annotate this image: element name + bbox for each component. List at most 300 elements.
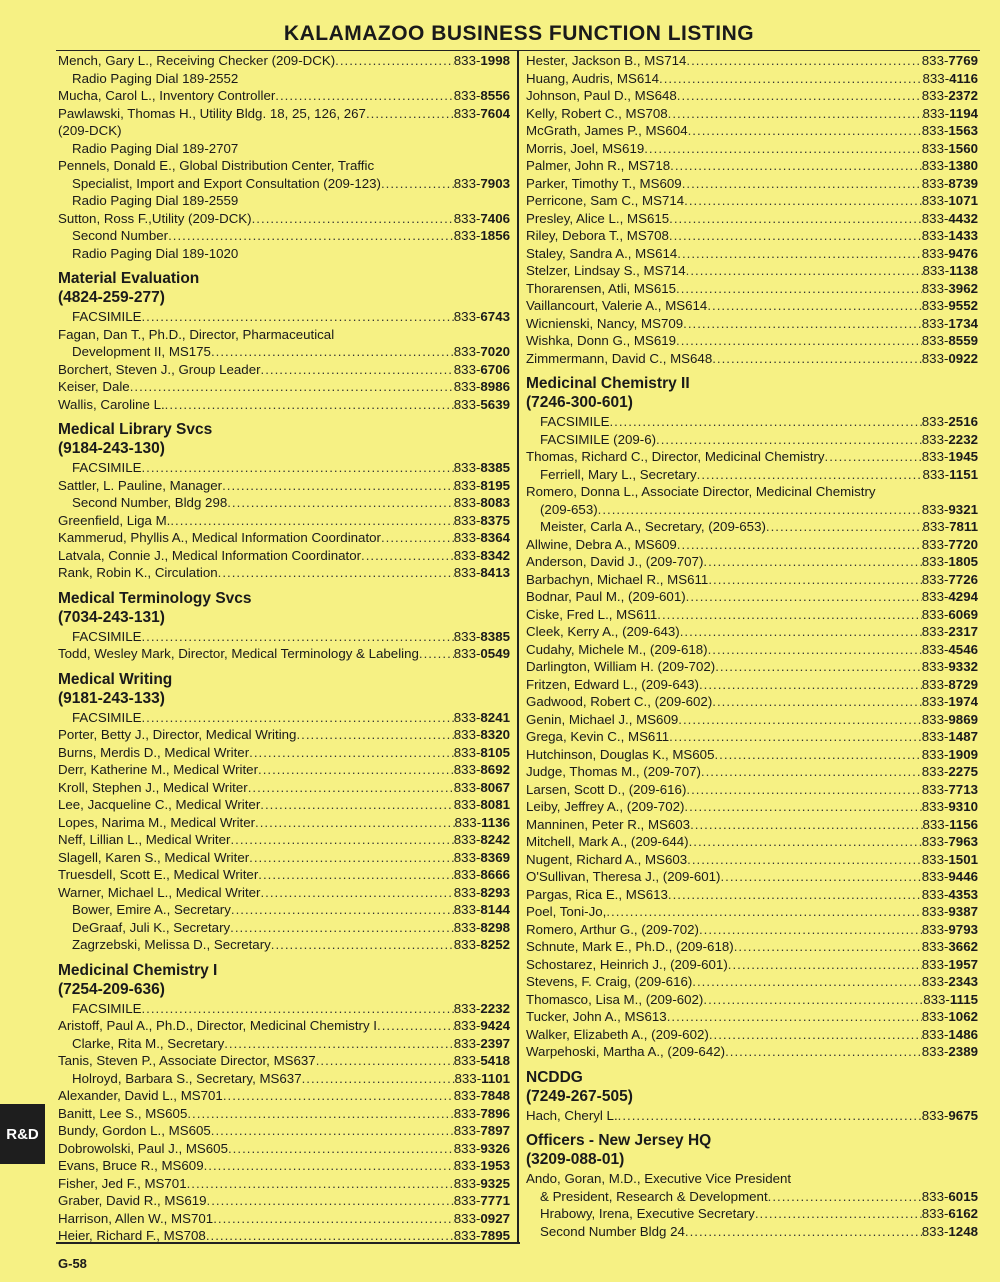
phone-number <box>454 726 510 744</box>
phone-prefix: 833- <box>453 1158 481 1173</box>
phone-number <box>922 297 978 315</box>
phone-extension: 7720 <box>948 536 978 552</box>
phone-number <box>922 1107 978 1125</box>
phone-prefix: 833- <box>453 1193 481 1208</box>
dot-leader <box>701 763 922 781</box>
dot-leader <box>703 553 921 571</box>
phone-prefix: 833- <box>921 764 949 779</box>
phone-number <box>454 52 510 70</box>
phone-extension: 4353 <box>948 886 978 902</box>
dot-leader <box>260 796 454 814</box>
listing-entry <box>526 711 978 729</box>
section-code: (4824-259-277) <box>58 289 165 306</box>
listing-entry <box>58 1122 510 1140</box>
phone-number <box>922 315 978 333</box>
phone-number <box>922 1043 978 1061</box>
listing-entry <box>58 1140 510 1158</box>
phone-extension: 1501 <box>948 851 978 867</box>
phone-number <box>454 494 510 512</box>
phone-number <box>454 227 510 245</box>
entry-name: Gadwood, Robert C., (209-602) <box>526 694 713 709</box>
dot-leader <box>141 709 453 727</box>
listing-entry <box>526 886 978 904</box>
listing-entry <box>526 938 978 956</box>
listing-entry <box>526 192 978 210</box>
entry-name: Zimmermann, David C., MS648 <box>526 350 713 366</box>
phone-prefix: 833- <box>921 228 949 243</box>
phone-number <box>454 1140 510 1158</box>
listing-entry <box>526 536 978 554</box>
phone-extension: 1115 <box>949 991 978 1007</box>
phone-number <box>454 1087 510 1105</box>
listing-entry <box>526 1223 978 1241</box>
phone-prefix: 833- <box>454 1070 482 1086</box>
phone-prefix: 833- <box>922 816 950 832</box>
entry-name: Genin, Michael J., MS609 <box>526 711 679 727</box>
phone-extension: 7604 <box>480 105 510 121</box>
phone-prefix: 833- <box>921 974 949 989</box>
phone-number <box>922 210 978 228</box>
entry-name: Cudahy, Michele M., (209-618) <box>526 641 708 657</box>
phone-number <box>922 87 978 105</box>
section-title: NCDDG <box>526 1068 583 1086</box>
listing-entry <box>526 245 978 263</box>
phone-prefix: 833- <box>921 175 949 191</box>
entry-name: Meister, Carla A., Secretary, (209-653) <box>540 519 766 534</box>
entry-name: Second Number, Bldg 298 <box>72 495 228 510</box>
entry-name: Schostarez, Heinrich J., (209-601) <box>526 956 728 972</box>
listing-entry <box>58 547 510 565</box>
dot-leader <box>141 308 453 326</box>
phone-prefix: 833- <box>921 851 949 867</box>
dot-leader <box>204 1157 454 1175</box>
listing-entry <box>526 1205 978 1223</box>
phone-extension: 8986 <box>480 379 510 394</box>
dot-leader <box>656 431 922 449</box>
phone-prefix: 833- <box>453 628 481 644</box>
phone-prefix: 833- <box>453 709 481 725</box>
phone-extension: 6015 <box>948 1188 978 1204</box>
phone-number <box>454 1105 510 1123</box>
phone-extension: 6162 <box>948 1206 978 1221</box>
phone-number <box>922 571 978 589</box>
phone-prefix: 833- <box>454 814 482 830</box>
phone-number <box>454 744 510 762</box>
phone-number <box>922 781 978 799</box>
section-code: (7034-243-131) <box>58 608 165 626</box>
phone-number <box>923 70 978 88</box>
right-column <box>526 52 978 1240</box>
entry-name: Ciske, Fred L., MS611 <box>526 606 658 622</box>
page-title: KALAMAZOO BUSINESS FUNCTION LISTING <box>283 22 755 45</box>
phone-extension: 8692 <box>480 762 510 777</box>
entry-name: FACSIMILE <box>540 414 610 429</box>
phone-prefix: 833- <box>921 571 949 587</box>
listing-entry <box>526 763 978 781</box>
phone-prefix: 833- <box>453 175 481 191</box>
section-title: Medical Library Svcs <box>58 421 213 438</box>
phone-number <box>922 886 978 904</box>
phone-extension: 8252 <box>480 937 510 952</box>
phone-extension: 1909 <box>948 746 978 762</box>
dot-leader <box>218 564 454 582</box>
phone-number <box>454 459 510 477</box>
section-code: (7249-267-505) <box>526 1087 633 1105</box>
phone-extension: 2317 <box>948 624 978 639</box>
phone-prefix: 833- <box>921 956 949 972</box>
phone-prefix: 833- <box>453 727 481 742</box>
entry-name: Warner, Michael L., Medical Writer <box>58 884 261 900</box>
listing-text-line: Radio Paging Dial 189-2559 <box>72 193 239 208</box>
section-title: Medicinal Chemistry II <box>526 375 690 392</box>
phone-prefix: 833- <box>921 904 949 919</box>
phone-number <box>454 761 510 779</box>
phone-extension: 0922 <box>948 350 978 366</box>
listing-entry <box>58 884 510 902</box>
entry-name: Anderson, David J., (209-707) <box>526 554 704 569</box>
dot-leader <box>697 466 923 484</box>
phone-number <box>454 361 510 379</box>
phone-number <box>455 1070 510 1088</box>
dot-leader <box>206 1227 454 1245</box>
entry-name: Bundy, Gordon L., MS605 <box>58 1123 211 1138</box>
entry-name: Palmer, John R., MS718 <box>526 158 671 173</box>
entry-name: Johnson, Paul D., MS648 <box>526 88 677 103</box>
phone-number <box>922 245 978 263</box>
phone-number <box>454 1035 510 1053</box>
phone-prefix: 833- <box>453 547 481 563</box>
phone-number <box>454 378 510 396</box>
listing-text-line: Radio Paging Dial 189-2707 <box>72 140 239 156</box>
phone-extension: 9476 <box>948 245 978 261</box>
phone-extension: 8144 <box>480 902 510 917</box>
entry-name: Huang, Audris, MS614 <box>526 70 660 86</box>
phone-number <box>454 564 510 582</box>
dot-leader <box>684 192 922 210</box>
entry-name: Fritzen, Edward L., (209-643) <box>526 676 699 692</box>
listing-entry <box>58 396 510 414</box>
entry-name: Vaillancourt, Valerie A., MS614 <box>526 298 708 313</box>
phone-extension: 7896 <box>480 1105 510 1121</box>
dot-leader <box>230 919 454 937</box>
dot-leader <box>228 1140 454 1158</box>
entry-name: Second Number Bldg 24 <box>540 1223 685 1239</box>
phone-extension: 0927 <box>480 1210 510 1226</box>
entry-name: Heier, Richard F., MS708 <box>58 1228 206 1243</box>
phone-extension: 1194 <box>949 105 978 121</box>
phone-extension: 1957 <box>948 956 978 972</box>
phone-extension: 8556 <box>480 88 510 103</box>
entry-name: Thomas, Richard C., Director, Medicinal Chemistry <box>526 449 825 464</box>
phone-prefix: 833- <box>921 333 949 348</box>
entry-name: Keiser, Dale <box>58 379 130 394</box>
dot-leader <box>165 396 454 414</box>
phone-extension: 7713 <box>948 781 978 797</box>
dot-leader <box>687 851 922 869</box>
entry-name: Cleek, Kerry A., (209-643) <box>526 624 680 639</box>
phone-prefix: 833- <box>921 1009 949 1024</box>
phone-extension: 1138 <box>949 263 978 278</box>
phone-extension: 7726 <box>948 571 978 587</box>
dot-leader <box>261 361 454 379</box>
entry-name: Wishka, Donn G., MS619 <box>526 333 677 348</box>
phone-number <box>922 413 978 431</box>
phone-extension: 2397 <box>480 1035 510 1051</box>
listing-entry <box>526 210 978 228</box>
listing-entry <box>58 1175 510 1193</box>
entry-name: Riley, Debora T., MS708 <box>526 228 669 243</box>
dot-leader <box>709 1026 922 1044</box>
phone-extension: 8385 <box>480 628 510 644</box>
phone-number <box>455 814 510 832</box>
dot-leader <box>669 210 922 228</box>
listing-entry <box>58 210 510 228</box>
entry-name: Alexander, David L., MS701 <box>58 1088 223 1103</box>
listing-entry <box>58 761 510 779</box>
entry-name: Mench, Gary L., Receiving Checker (209-DCK) <box>58 53 336 68</box>
dot-leader <box>361 547 454 565</box>
section-title: Material Evaluation <box>58 270 200 287</box>
phone-extension: 9675 <box>948 1107 978 1123</box>
phone-extension: 1062 <box>948 1009 978 1024</box>
listing-text-line: Fagan, Dan T., Ph.D., Director, Pharmaceutical <box>58 326 335 342</box>
dot-leader <box>231 901 454 919</box>
listing-entry <box>58 1000 510 1018</box>
phone-prefix: 833- <box>453 1053 481 1068</box>
dot-leader <box>707 297 921 315</box>
phone-prefix: 833- <box>921 350 949 366</box>
phone-extension: 3962 <box>948 280 978 296</box>
phone-number <box>923 262 978 280</box>
phone-number <box>922 52 978 70</box>
dot-leader <box>699 676 922 694</box>
entry-name: Romero, Arthur G., (209-702) <box>526 921 699 937</box>
listing-entry <box>526 87 978 105</box>
phone-prefix: 833- <box>921 939 949 954</box>
phone-prefix: 833- <box>921 1206 949 1221</box>
listing-text-line: Romero, Donna L., Associate Director, Medicinal Chemistry <box>526 484 876 499</box>
entry-name: Dobrowolski, Paul J., MS605 <box>58 1140 228 1156</box>
section-title: Medical Writing <box>58 670 173 688</box>
entry-name: McGrath, James P., MS604 <box>526 123 688 138</box>
phone-number <box>454 1052 510 1070</box>
phone-prefix: 833- <box>453 919 481 935</box>
phone-prefix: 833- <box>921 88 949 103</box>
dot-leader <box>227 494 454 512</box>
section-code: (9184-243-130) <box>58 440 165 457</box>
entry-name: Fisher, Jed F., MS701 <box>58 1175 187 1191</box>
listing-entry <box>58 1192 510 1210</box>
dot-leader <box>680 623 922 641</box>
entry-name: Derr, Katherine M., Medical Writer <box>58 762 259 777</box>
phone-number <box>454 1157 510 1175</box>
entry-name: Pawlawski, Thomas H., Utility Bldg. 18, 25, 126, 267 <box>58 105 366 121</box>
phone-extension: 6743 <box>480 309 510 324</box>
entry-name: Mitchell, Mark A., (209-644) <box>526 834 689 849</box>
phone-number <box>923 991 978 1009</box>
listing-entry <box>526 728 978 746</box>
phone-number <box>922 588 978 606</box>
entry-name: Judge, Thomas M., (209-707) <box>526 764 701 779</box>
phone-extension: 8242 <box>480 832 510 847</box>
dot-leader <box>659 70 922 88</box>
phone-prefix: 833- <box>921 746 949 762</box>
listing-entry <box>526 175 978 193</box>
phone-number <box>923 105 978 123</box>
phone-number <box>922 448 978 466</box>
dot-leader <box>187 1105 453 1123</box>
phone-number <box>922 501 978 519</box>
phone-prefix: 833- <box>453 361 481 377</box>
entry-name: Graber, David R., MS619 <box>58 1193 207 1208</box>
listing-entry <box>526 798 978 816</box>
section-title: Medical Terminology Svcs <box>58 589 252 607</box>
entry-name: Clarke, Rita M., Secretary <box>72 1035 225 1051</box>
phone-prefix: 833- <box>921 641 949 657</box>
entry-name: Development II, MS175 <box>72 344 211 359</box>
dot-leader <box>667 1008 922 1026</box>
listing-entry <box>58 779 510 797</box>
phone-number <box>454 901 510 919</box>
dot-leader <box>714 746 921 764</box>
dot-leader <box>230 831 453 849</box>
listing-entry <box>526 1188 978 1206</box>
dot-leader <box>676 280 922 298</box>
listing-entry <box>526 1026 978 1044</box>
phone-number <box>923 816 978 834</box>
left-column <box>58 52 510 1245</box>
listing-text-line: Radio Paging Dial 189-1020 <box>72 245 239 261</box>
phone-extension: 4294 <box>948 589 978 604</box>
phone-prefix: 833- <box>921 659 949 674</box>
phone-prefix: 833- <box>921 158 949 173</box>
listing-entry <box>526 676 978 694</box>
phone-extension: 9332 <box>948 659 978 674</box>
phone-extension: 9552 <box>948 298 978 313</box>
phone-number <box>454 779 510 797</box>
phone-extension: 8067 <box>480 779 510 795</box>
entry-name: DeGraaf, Juli K., Secretary <box>72 919 231 935</box>
listing-entry <box>526 588 978 606</box>
dot-leader <box>366 105 454 123</box>
phone-number <box>454 512 510 530</box>
listing-text-line: (209-DCK) <box>58 123 122 138</box>
listing-entry <box>58 866 510 884</box>
entry-name: FACSIMILE <box>72 709 142 725</box>
phone-extension: 7811 <box>949 519 978 534</box>
listing-entry <box>58 1105 510 1123</box>
phone-number <box>922 332 978 350</box>
listing-entry <box>58 831 510 849</box>
phone-prefix: 833- <box>453 797 481 812</box>
phone-prefix: 833- <box>453 210 481 226</box>
section-code: (3209-088-01) <box>526 1151 625 1168</box>
entry-name: FACSIMILE <box>72 460 142 475</box>
phone-extension: 8559 <box>948 333 978 348</box>
page-number: G-58 <box>58 1256 87 1271</box>
listing-entry <box>58 529 510 547</box>
listing-entry <box>58 814 510 832</box>
phone-prefix: 833- <box>921 449 949 464</box>
listing-entry <box>526 262 978 280</box>
dot-leader <box>141 628 453 646</box>
dot-leader <box>249 744 454 762</box>
phone-number <box>922 227 978 245</box>
phone-number <box>923 518 978 536</box>
dot-leader <box>668 105 923 123</box>
dot-leader <box>699 921 922 939</box>
phone-prefix: 833- <box>453 495 481 510</box>
phone-number <box>922 658 978 676</box>
listing-entry <box>58 343 510 361</box>
dot-leader <box>141 459 453 477</box>
entry-name: Banitt, Lee S., MS605 <box>58 1105 188 1121</box>
phone-number <box>922 606 978 624</box>
dot-leader <box>708 571 921 589</box>
phone-prefix: 833- <box>453 1000 481 1016</box>
phone-prefix: 833- <box>921 781 949 797</box>
phone-number <box>922 676 978 694</box>
phone-number <box>454 796 510 814</box>
entry-name: Leiby, Jeffrey A., (209-702) <box>526 799 685 814</box>
listing-entry <box>58 1052 510 1070</box>
phone-extension: 7848 <box>480 1088 510 1103</box>
listing-entry <box>526 991 978 1009</box>
entry-name: Allwine, Debra A., MS609 <box>526 536 677 552</box>
entry-name: Staley, Sandra A., MS614 <box>526 245 678 261</box>
entry-name: Neff, Lillian L., Medical Writer <box>58 832 231 847</box>
listing-entry <box>526 606 978 624</box>
phone-extension: 1974 <box>948 694 978 709</box>
dot-leader <box>381 529 454 547</box>
phone-number <box>923 466 978 484</box>
phone-number <box>922 763 978 781</box>
entry-name: Kammerud, Phyllis A., Medical Information Coordinator <box>58 530 381 545</box>
dot-leader <box>766 518 923 536</box>
entry-name: Holroyd, Barbara S., Secretary, MS637 <box>72 1070 302 1086</box>
dot-leader <box>720 868 921 886</box>
entry-name: Wicnienski, Nancy, MS709 <box>526 315 684 331</box>
dot-leader <box>689 833 922 851</box>
phone-prefix: 833- <box>921 193 949 208</box>
phone-extension: 1734 <box>948 315 978 331</box>
phone-extension: 9325 <box>480 1175 510 1191</box>
phone-number <box>454 1122 510 1140</box>
dot-leader <box>187 1175 454 1193</box>
listing-text-line: Pennels, Donald E., Global Distribution Center, Traffic <box>58 158 375 173</box>
phone-extension: 1487 <box>948 729 978 744</box>
phone-extension: 7903 <box>480 175 510 191</box>
phone-prefix: 833- <box>921 414 949 429</box>
phone-extension: 8105 <box>480 744 510 760</box>
listing-entry <box>526 1008 978 1026</box>
dot-leader <box>249 849 454 867</box>
phone-prefix: 833- <box>453 477 481 493</box>
entry-name: Borchert, Steven J., Group Leader <box>58 361 261 377</box>
listing-entry <box>526 623 978 641</box>
phone-extension: 8342 <box>480 547 510 563</box>
dot-leader <box>712 693 922 711</box>
listing-entry <box>526 641 978 659</box>
phone-number <box>454 709 510 727</box>
phone-number <box>454 1000 510 1018</box>
entry-name: Ferriell, Mary L., Secretary <box>540 466 697 482</box>
listing-entry <box>58 919 510 937</box>
dot-leader <box>130 378 454 396</box>
phone-number <box>922 350 978 368</box>
listing-entry <box>526 70 978 88</box>
phone-number <box>922 1188 978 1206</box>
